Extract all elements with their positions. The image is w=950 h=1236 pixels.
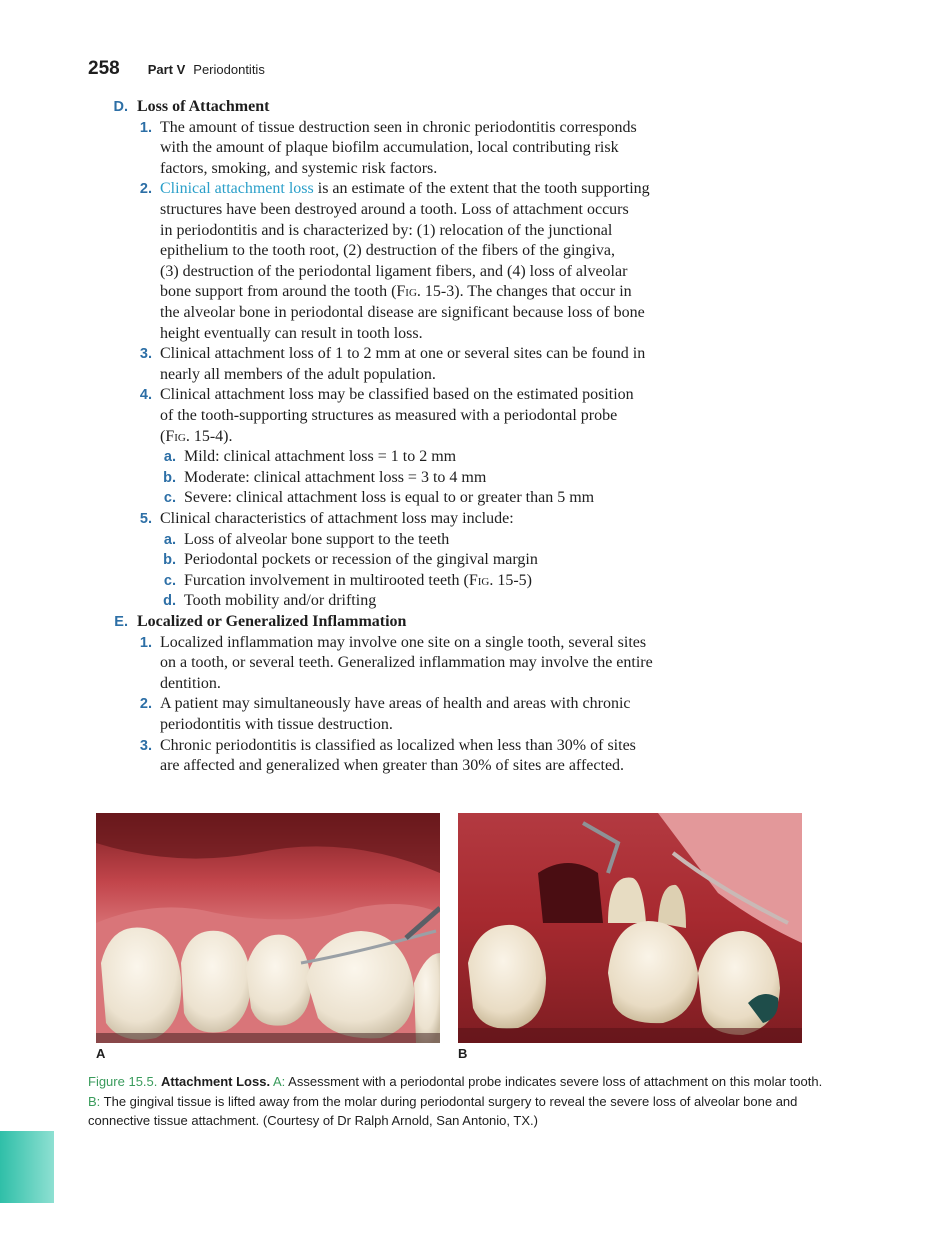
- part-title: Periodontitis: [193, 62, 265, 77]
- section-e-label: E.: [114, 614, 128, 630]
- figure-ref: Fig.: [396, 283, 421, 301]
- text-line: The amount of tissue destruction seen in chronic periodontitis corresponds: [160, 118, 637, 136]
- caption-a-label: A:: [272, 1074, 286, 1089]
- text-line: epithelium to the tooth root, (2) destruction of the fibers of the gingiva,: [160, 242, 616, 260]
- text-line: structures have been destroyed around a tooth. Loss of attachment occurs: [160, 201, 629, 218]
- text-line: with the amount of plaque biofilm accumulation, local contributing risk: [160, 139, 619, 157]
- text-line: height eventually can result in tooth loss.: [160, 324, 423, 342]
- item-label: 1.: [139, 119, 152, 136]
- figure-caption: [88, 1072, 828, 1131]
- figure-ref: Fig.: [165, 427, 190, 445]
- text-line: Tooth mobility and/or drifting: [184, 592, 377, 610]
- text-line: bone support from around the tooth (Fig. 15-3). The changes that occur in: [160, 283, 632, 301]
- figure-title: Attachment Loss.: [161, 1074, 271, 1089]
- text-line: of the tooth-supporting structures as measured with a periodontal probe: [160, 407, 618, 424]
- subitem-label: a.: [163, 449, 176, 466]
- subitem-label: d.: [163, 593, 176, 610]
- text-line: (3) destruction of the periodontal ligament fibers, and (4) loss of alveolar: [160, 262, 628, 280]
- subitem-label: b.: [163, 552, 176, 569]
- section-e-title: Localized or Generalized Inflammation: [137, 613, 407, 630]
- text-line: Clinical characteristics of attachment loss may include:: [160, 510, 514, 527]
- text-line: in periodontitis and is characterized by: (1) relocation of the junctional: [160, 221, 613, 239]
- key-term: Clinical attachment loss: [160, 180, 314, 198]
- text-line: on a tooth, or several teeth. Generalized inflammation may involve the entire: [160, 654, 653, 672]
- text-line: A patient may simultaneously have areas of health and areas with chronic: [160, 695, 631, 713]
- section-d-label: D.: [113, 99, 128, 115]
- text-line: dentition.: [160, 674, 221, 692]
- item-label: 5.: [139, 511, 152, 527]
- text-line: factors, smoking, and systemic risk factors.: [160, 159, 438, 177]
- item-label: 4.: [139, 387, 152, 404]
- photo-a-illustration: [96, 813, 440, 1043]
- photo-b-label: B: [458, 1046, 468, 1061]
- figure-number: Figure 15.5.: [88, 1074, 158, 1089]
- figure-ref: Fig.: [468, 571, 494, 589]
- photo-a: [96, 813, 440, 1043]
- text-line: are affected and generalized when greater than 30% of sites are affected.: [160, 757, 625, 775]
- item-label: 3.: [139, 346, 152, 363]
- text-line: Localized inflammation may involve one site on a single tooth, several sites: [160, 633, 647, 651]
- chapter-tab: [0, 1131, 54, 1203]
- item-label: 2.: [139, 181, 152, 198]
- caption-a-text: Assessment with a periodontal probe indicates severe loss of attachment on this molar tooth.: [285, 1074, 823, 1089]
- text-line: Loss of alveolar bone support to the teeth: [184, 530, 450, 548]
- text-line: Clinical attachment loss of 1 to 2 mm at one or several sites can be found in: [160, 345, 646, 363]
- text-line: the alveolar bone in periodontal disease are significant because loss of bone: [160, 304, 645, 321]
- page-number: 258: [88, 58, 120, 79]
- part-label: Part V: [147, 62, 186, 77]
- text-line: Moderate: clinical attachment loss = 3 to 4 mm: [184, 468, 487, 486]
- item-label: 3.: [139, 737, 152, 754]
- text-line: Clinical attachment loss may be classified based on the estimated position: [160, 386, 634, 404]
- subitem-label: b.: [163, 469, 176, 486]
- caption-b-text: The gingival tissue is lifted away from the molar during periodontal surgery to reveal the severe loss of alveolar bone and connective tissue attachment. (Courtesy of Dr Ralph Arnold, San Antonio, TX.): [88, 1093, 798, 1128]
- photo-a-label: A: [96, 1046, 106, 1061]
- text-line: nearly all members of the adult population.: [160, 365, 436, 383]
- running-header: [88, 58, 265, 82]
- text-line: Chronic periodontitis is classified as localized when less than 30% of sites: [160, 736, 636, 754]
- text-line: Severe: clinical attachment loss is equal to or greater than 5 mm: [184, 489, 595, 507]
- item-label: 2.: [139, 696, 152, 713]
- item-label: 1.: [139, 634, 152, 651]
- photo-b-illustration: [458, 813, 802, 1043]
- text-line: Mild: clinical attachment loss = 1 to 2 mm: [184, 448, 457, 466]
- subitem-label: c.: [163, 490, 176, 507]
- subitem-label: a.: [163, 531, 176, 548]
- text-line: (Fig. 15-4).: [160, 427, 233, 445]
- photo-b: [458, 813, 802, 1043]
- text-line: Clinical attachment loss is an estimate of the extent that the tooth supporting: [160, 180, 650, 198]
- caption-b-label: B:: [88, 1093, 101, 1109]
- text-line: Periodontal pockets or recession of the gingival margin: [184, 551, 538, 569]
- subitem-label: c.: [163, 572, 176, 589]
- section-d-title: Loss of Attachment: [137, 98, 270, 115]
- text-line: Furcation involvement in multirooted teeth (Fig. 15-5): [184, 571, 532, 589]
- text-line: periodontitis with tissue destruction.: [160, 716, 393, 733]
